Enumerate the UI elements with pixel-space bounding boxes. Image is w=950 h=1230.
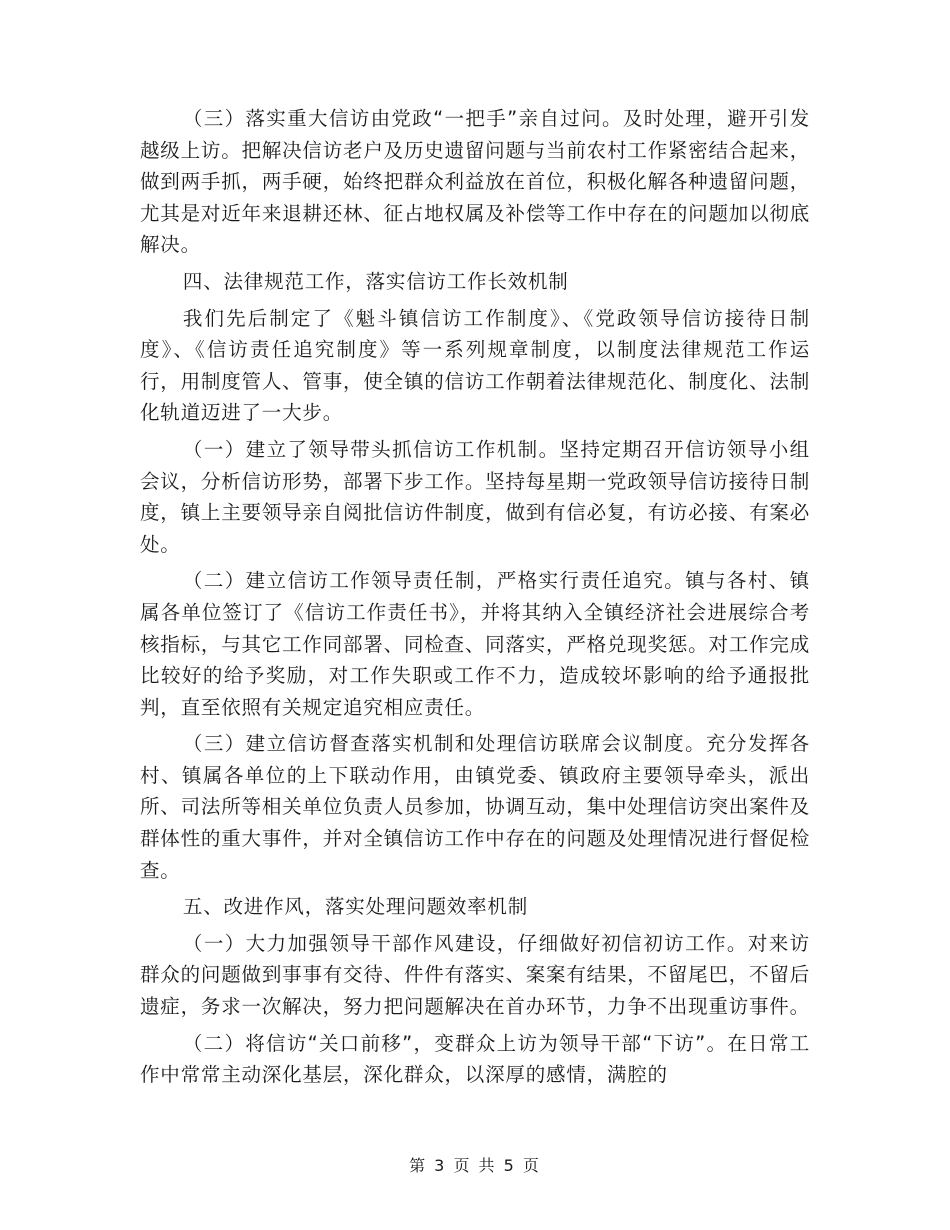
- paragraph-1-work-style: （一）大力加强领导干部作风建设，仔细做好初信初访工作。对来访群众的问题做到事事有交待、件件有落实、案案有结果，不留尾巴，不留后遗症，务求一次解决，努力把问题解决在首办环节，力争不出现重访事件。: [140, 931, 810, 1019]
- paragraph-1-leadership-mechanism: （一）建立了领导带头抓信访工作机制。坚持定期召开信访领导小组会议，分析信访形势，部署下步工作。坚持每星期一党政领导信访接待日制度，镇上主要领导亲自阅批信访件制度，做到有信必复，有访必接、有案必处。: [140, 437, 810, 556]
- section-heading-4: 四、法律规范工作，落实信访工作长效机制: [182, 269, 569, 293]
- page-footer: 第 3 页 共 5 页: [409, 1156, 541, 1175]
- section-heading-5: 五、改进作风，落实处理问题效率机制: [182, 895, 528, 919]
- paragraph-2-responsibility: （二）建立信访工作领导责任制，严格实行责任追究。镇与各村、镇属各单位签订了《信访工作责任书》，并将其纳入全镇经济社会进展综合考核指标，与其它工作同部署、同检查、同落实，严格兑现奖惩。对工作完成比较好的给予奖励，对工作失职或工作不力，造成较坏影响的给予通报批判，直至依照有关规定追究相应责任。: [140, 569, 810, 719]
- paragraph-3-major-petitions: （三）落实重大信访由党政“一把手”亲自过问。及时处理，避开引发越级上访。把解决信访老户及历史遗留问题与当前农村工作紧密结合起来，做到两手抓，两手硬，始终把群众利益放在首位，积极化解各种遗留问题，尤其是对近年来退耕还林、征占地权属及补偿等工作中存在的问题加以彻底解决。: [140, 107, 810, 257]
- paragraph-regulations: 我们先后制定了《魁斗镇信访工作制度》、《党政领导信访接待日制度》、《信访责任追究制度》等一系列规章制度，以制度法律规范工作运行，用制度管人、管事，使全镇的信访工作朝着法律规范化、制度化、法制化轨道迈进了一大步。: [140, 306, 810, 425]
- paragraph-3-supervision: （三）建立信访督查落实机制和处理信访联席会议制度。充分发挥各村、镇属各单位的上下联动作用，由镇党委、镇政府主要领导牵头，派出所、司法所等相关单位负责人员参加，协调互动，集中处理信访突出案件及群体性的重大事件，并对全镇信访工作中存在的问题及处理情况进行督促检查。: [140, 732, 810, 882]
- document-body: [140, 103, 810, 1091]
- paragraph-2-move-forward: （二）将信访“关口前移”，变群众上访为领导干部“下访”。在日常工作中常常主动深化基层，深化群众，以深厚的感情，满腔的: [140, 1031, 810, 1087]
